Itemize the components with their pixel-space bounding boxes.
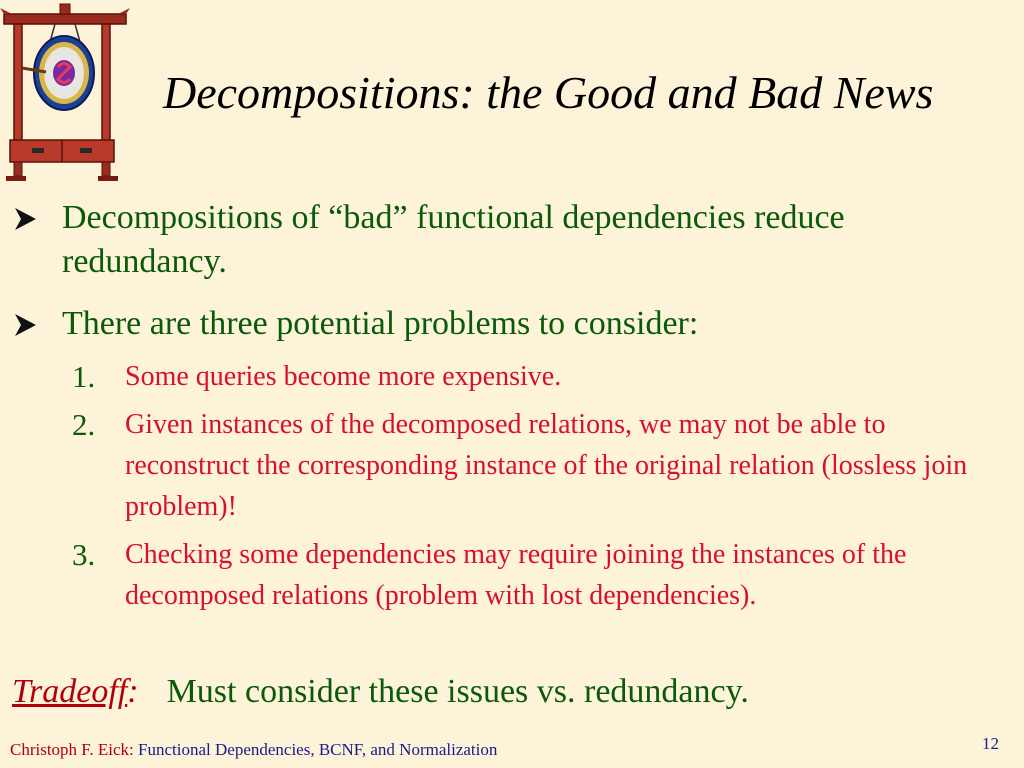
slide-title: Decompositions: the Good and Bad News <box>163 67 934 118</box>
bullet-text: Decompositions of “bad” functional dependencies reduce redundancy. <box>62 199 845 280</box>
item-text: Checking some dependencies may require joining the instances of the decomposed relations (problem with lost dependencies). <box>125 539 907 611</box>
bullet-item <box>12 302 1002 346</box>
tradeoff-line <box>12 670 749 714</box>
tradeoff-label: Tradeoff <box>12 673 128 710</box>
footer-topic: Functional Dependencies, BCNF, and Normalization <box>138 740 498 759</box>
item-text: Some queries become more expensive. <box>125 361 562 392</box>
numbered-item <box>72 356 1007 397</box>
arrow-bullet-icon <box>12 312 38 338</box>
footer-author: Christoph F. Eick: <box>10 740 134 759</box>
arrow-bullet-icon <box>12 206 38 232</box>
item-number: 1. <box>72 359 96 394</box>
numbered-item <box>72 404 1007 527</box>
gong-icon <box>0 0 130 185</box>
tradeoff-text: Must consider these issues vs. redundancy. <box>166 673 749 710</box>
item-number: 3. <box>72 537 96 572</box>
bullet-text: There are three potential problems to consider: <box>62 305 699 342</box>
item-number: 2. <box>72 407 96 442</box>
numbered-item <box>72 534 1007 616</box>
tradeoff-colon: : <box>127 673 139 710</box>
bullet-item <box>12 196 1002 284</box>
item-text: Given instances of the decomposed relations, we may not be able to reconstruct the corresponding instance of the original relation (lossless join problem)! <box>125 409 968 522</box>
footer <box>10 740 497 760</box>
page-number: 12 <box>982 734 999 753</box>
